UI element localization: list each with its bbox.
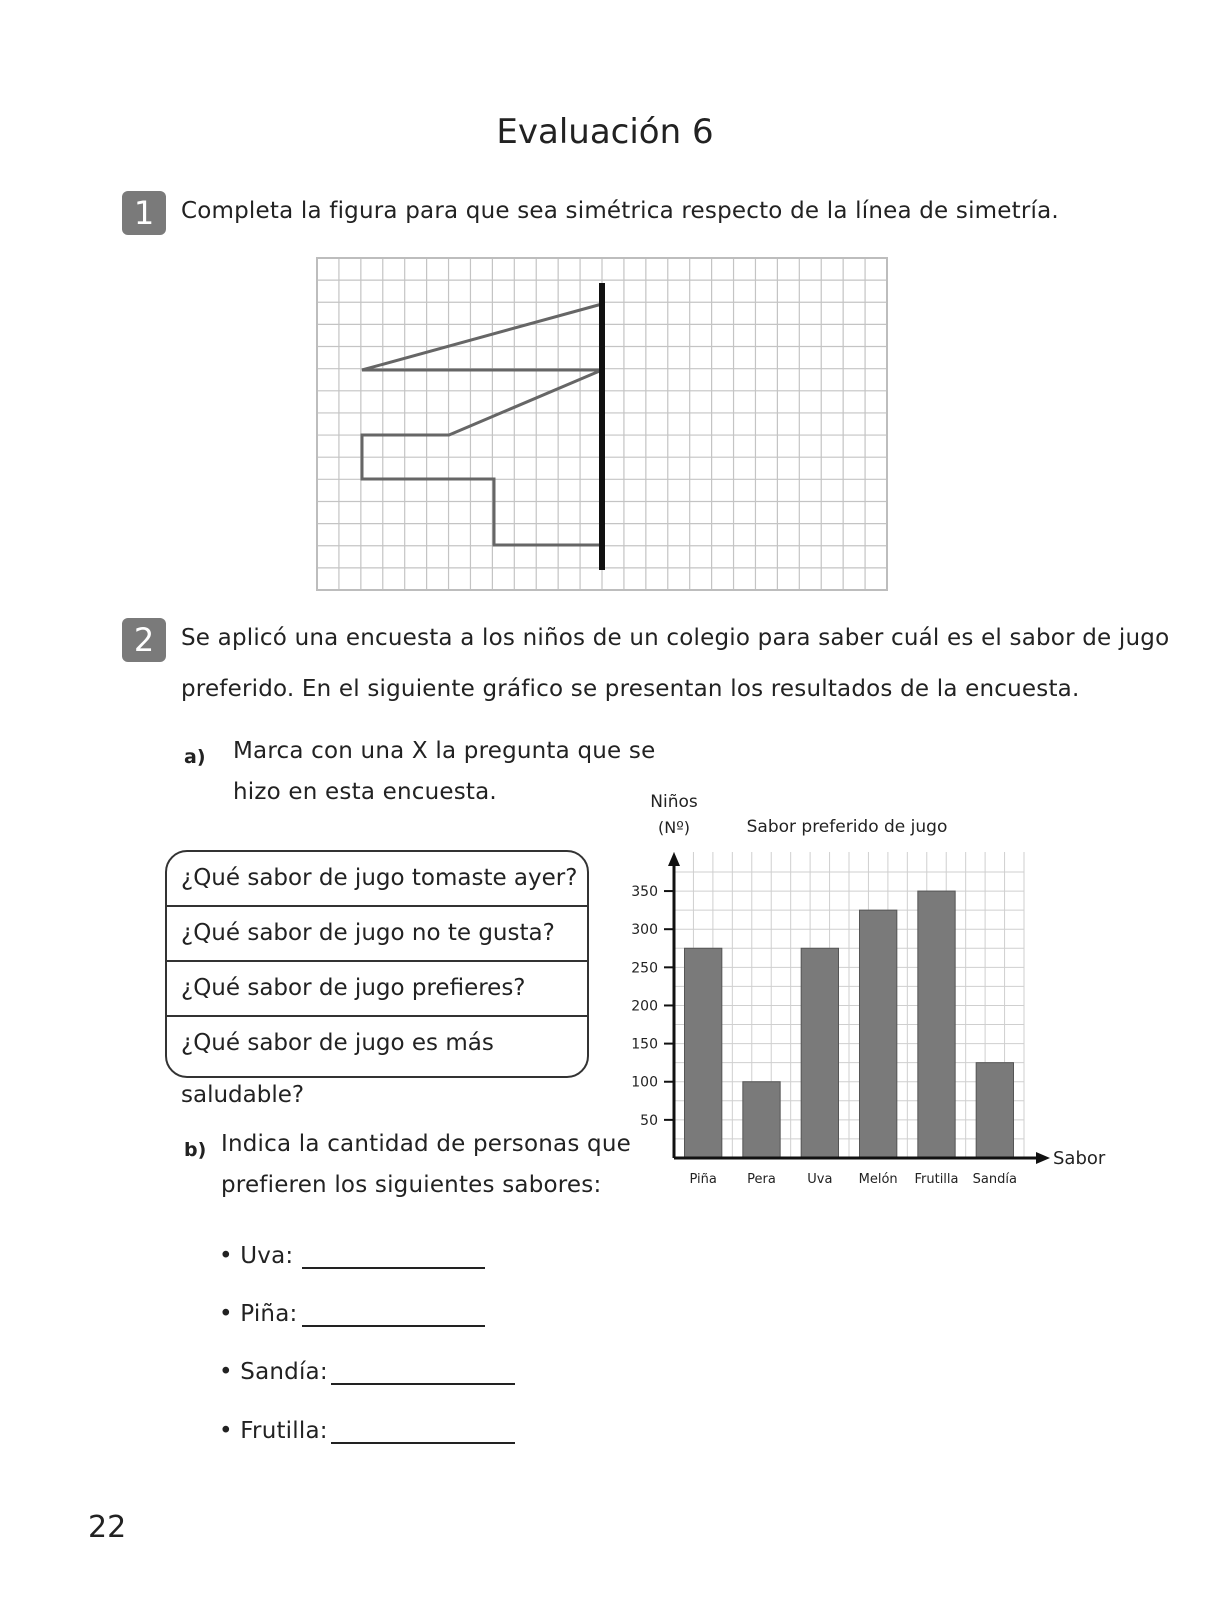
option-row[interactable]: ¿Qué sabor de jugo prefieres? [167,962,587,1017]
part-a-letter: a) [184,746,206,768]
y-tick-label: 50 [640,1112,658,1129]
bar-4 [918,891,955,1158]
x-tick-label: Frutilla [914,1172,959,1187]
question-2-text-line2: preferido. En el siguiente gráfico se presentan los resultados de la encuesta. [181,676,1080,702]
question-2-text-line1: Se aplicó una encuesta a los niños de un colegio para saber cuál es el sabor de jugo [181,625,1170,651]
y-tick-label: 350 [631,884,658,901]
x-axis-label: Sabor [1053,1148,1106,1169]
chart-x-labels [689,1172,1017,1187]
y-axis-arrow [668,852,680,866]
bar-chart [610,780,1110,1200]
option-row[interactable]: ¿Qué sabor de jugo tomaste ayer? [167,852,587,907]
chart-grid [674,852,1024,1158]
x-tick-label: Sandía [972,1172,1017,1187]
answer-label-uva: • Uva: [219,1243,294,1269]
bar-2 [801,948,838,1158]
answer-label-pina: • Piña: [219,1301,298,1327]
y-tick-label: 250 [631,960,658,977]
bar-0 [685,948,722,1158]
part-a-line2: hizo en esta encuesta. [233,779,497,805]
chart-y-ticks [631,884,674,1129]
answer-label-sandia: • Sandía: [219,1359,328,1385]
part-b-letter: b) [184,1139,207,1161]
option-row[interactable]: ¿Qué sabor de jugo no te gusta? [167,907,587,962]
page-title: Evaluación 6 [496,112,714,152]
answer-line-pina[interactable] [302,1325,485,1327]
answer-line-uva[interactable] [302,1267,485,1269]
x-tick-label: Melón [858,1172,898,1187]
x-tick-label: Uva [807,1172,833,1187]
part-b-line1: Indica la cantidad de personas que [221,1131,631,1157]
question-2-number: 2 [122,618,166,662]
bar-5 [976,1063,1013,1158]
symmetry-grid[interactable] [317,258,891,594]
answer-line-frutilla[interactable] [331,1442,515,1444]
bar-3 [860,910,897,1158]
bar-1 [743,1082,780,1158]
x-tick-label: Pera [747,1172,776,1187]
y-tick-label: 100 [631,1074,658,1091]
option-row[interactable]: ¿Qué sabor de jugo es más saludable? [181,1030,494,1108]
question-1-number: 1 [122,191,166,235]
y-tick-label: 200 [631,998,658,1015]
x-tick-label: Piña [689,1172,717,1187]
answer-label-frutilla: • Frutilla: [219,1418,328,1444]
question-options-box [165,850,589,1108]
question-1-text: Completa la figura para que sea simétrica respecto de la línea de simetría. [181,198,1059,224]
y-tick-label: 300 [631,922,658,939]
y-axis-label-line1: Niños [650,792,698,812]
y-axis-label-line2: (Nº) [658,818,690,837]
y-tick-label: 150 [631,1036,658,1053]
half-figure [362,304,602,545]
part-a-line1: Marca con una X la pregunta que se [233,738,656,764]
page-number: 22 [88,1510,127,1545]
chart-title: Sabor preferido de jugo [746,817,948,837]
part-b-line2: prefieren los siguientes sabores: [221,1172,602,1198]
answer-line-sandia[interactable] [331,1383,515,1385]
x-axis-arrow [1036,1152,1050,1164]
